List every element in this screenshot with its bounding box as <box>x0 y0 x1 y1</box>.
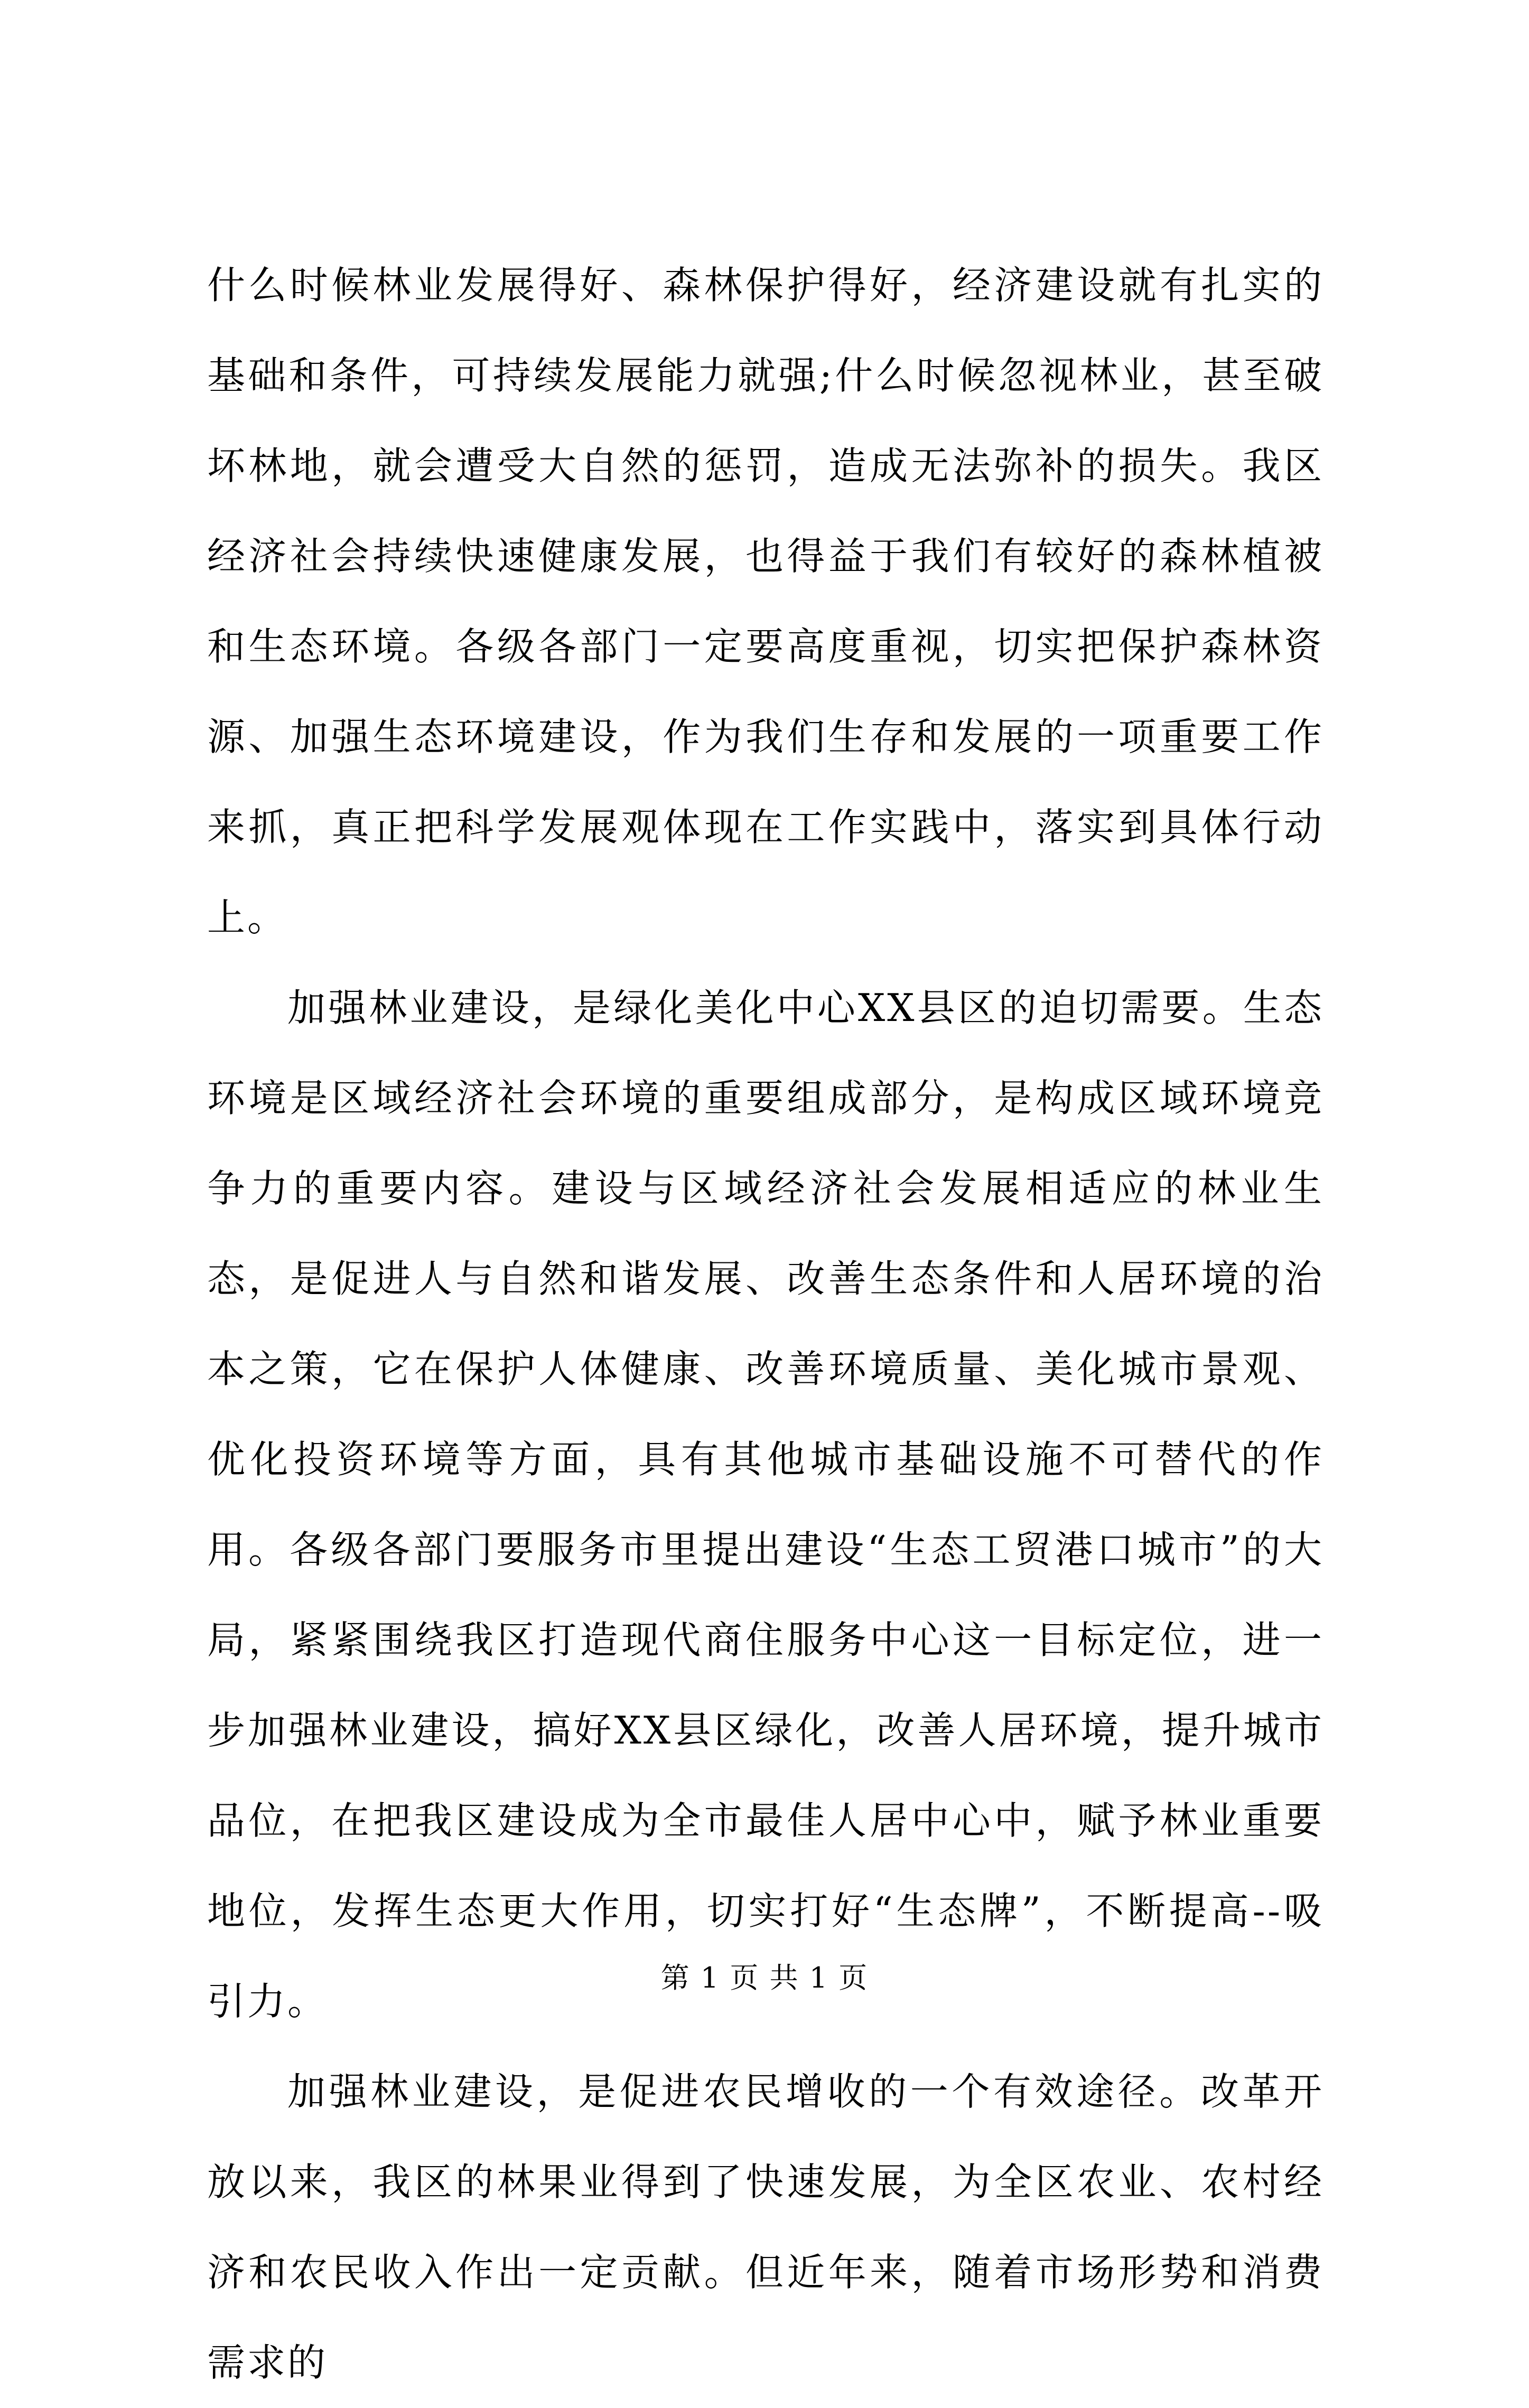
body-text <box>207 240 1324 2408</box>
page-footer: 第 1 页 共 1 页 <box>660 1961 869 1994</box>
paragraph-3: 加强林业建设，是促进农民增收的一个有效途径。改革开放以来，我区的林果业得到了快速发展，为全区农业、农村经济和农民收入作出一定贡献。但近年来，随着市场形势和消费需求的 <box>207 2069 1324 2385</box>
paragraph-2: 加强林业建设，是绿化美化中心XX县区的迫切需要。生态环境是区域经济社会环境的重要组成部分，是构成区域环境竞争力的重要内容。建设与区域经济社会发展相适应的林业生态，是促进人与自然和谐发展、改善生态条件和人居环境的治本之策，它在保护人体健康、改善环境质量、美化城市景观、优化投资环境等方面，具有其他城市基础设施不可替代的作用。各级各部门要服务市里提出建设“生态工贸港口城市”的大局，紧紧围绕我区打造现代商住服务中心这一目标定位，进一步加强林业建设，搞好XX县区绿化，改善人居环境，提升城市品位，在把我区建设成为全市最佳人居中心中，赋予林业重要地位，发挥生态更大作用，切实打好“生态牌”，不断提高--吸引力。 <box>207 986 1324 2023</box>
paragraph-1: 什么时候林业发展得好、森林保护得好，经济建设就有扎实的基础和条件，可持续发展能力就强;什么时候忽视林业，甚至破坏林地，就会遭受大自然的惩罚，造成无法弥补的损失。我区经济社会持续快速健康发展，也得益于我们有较好的森林植被和生态环境。各级各部门一定要高度重视，切实把保护森林资源、加强生态环境建设，作为我们生存和发展的一项重要工作来抓，真正把科学发展观体现在工作实践中，落实到具体行动上。 <box>207 263 1324 940</box>
